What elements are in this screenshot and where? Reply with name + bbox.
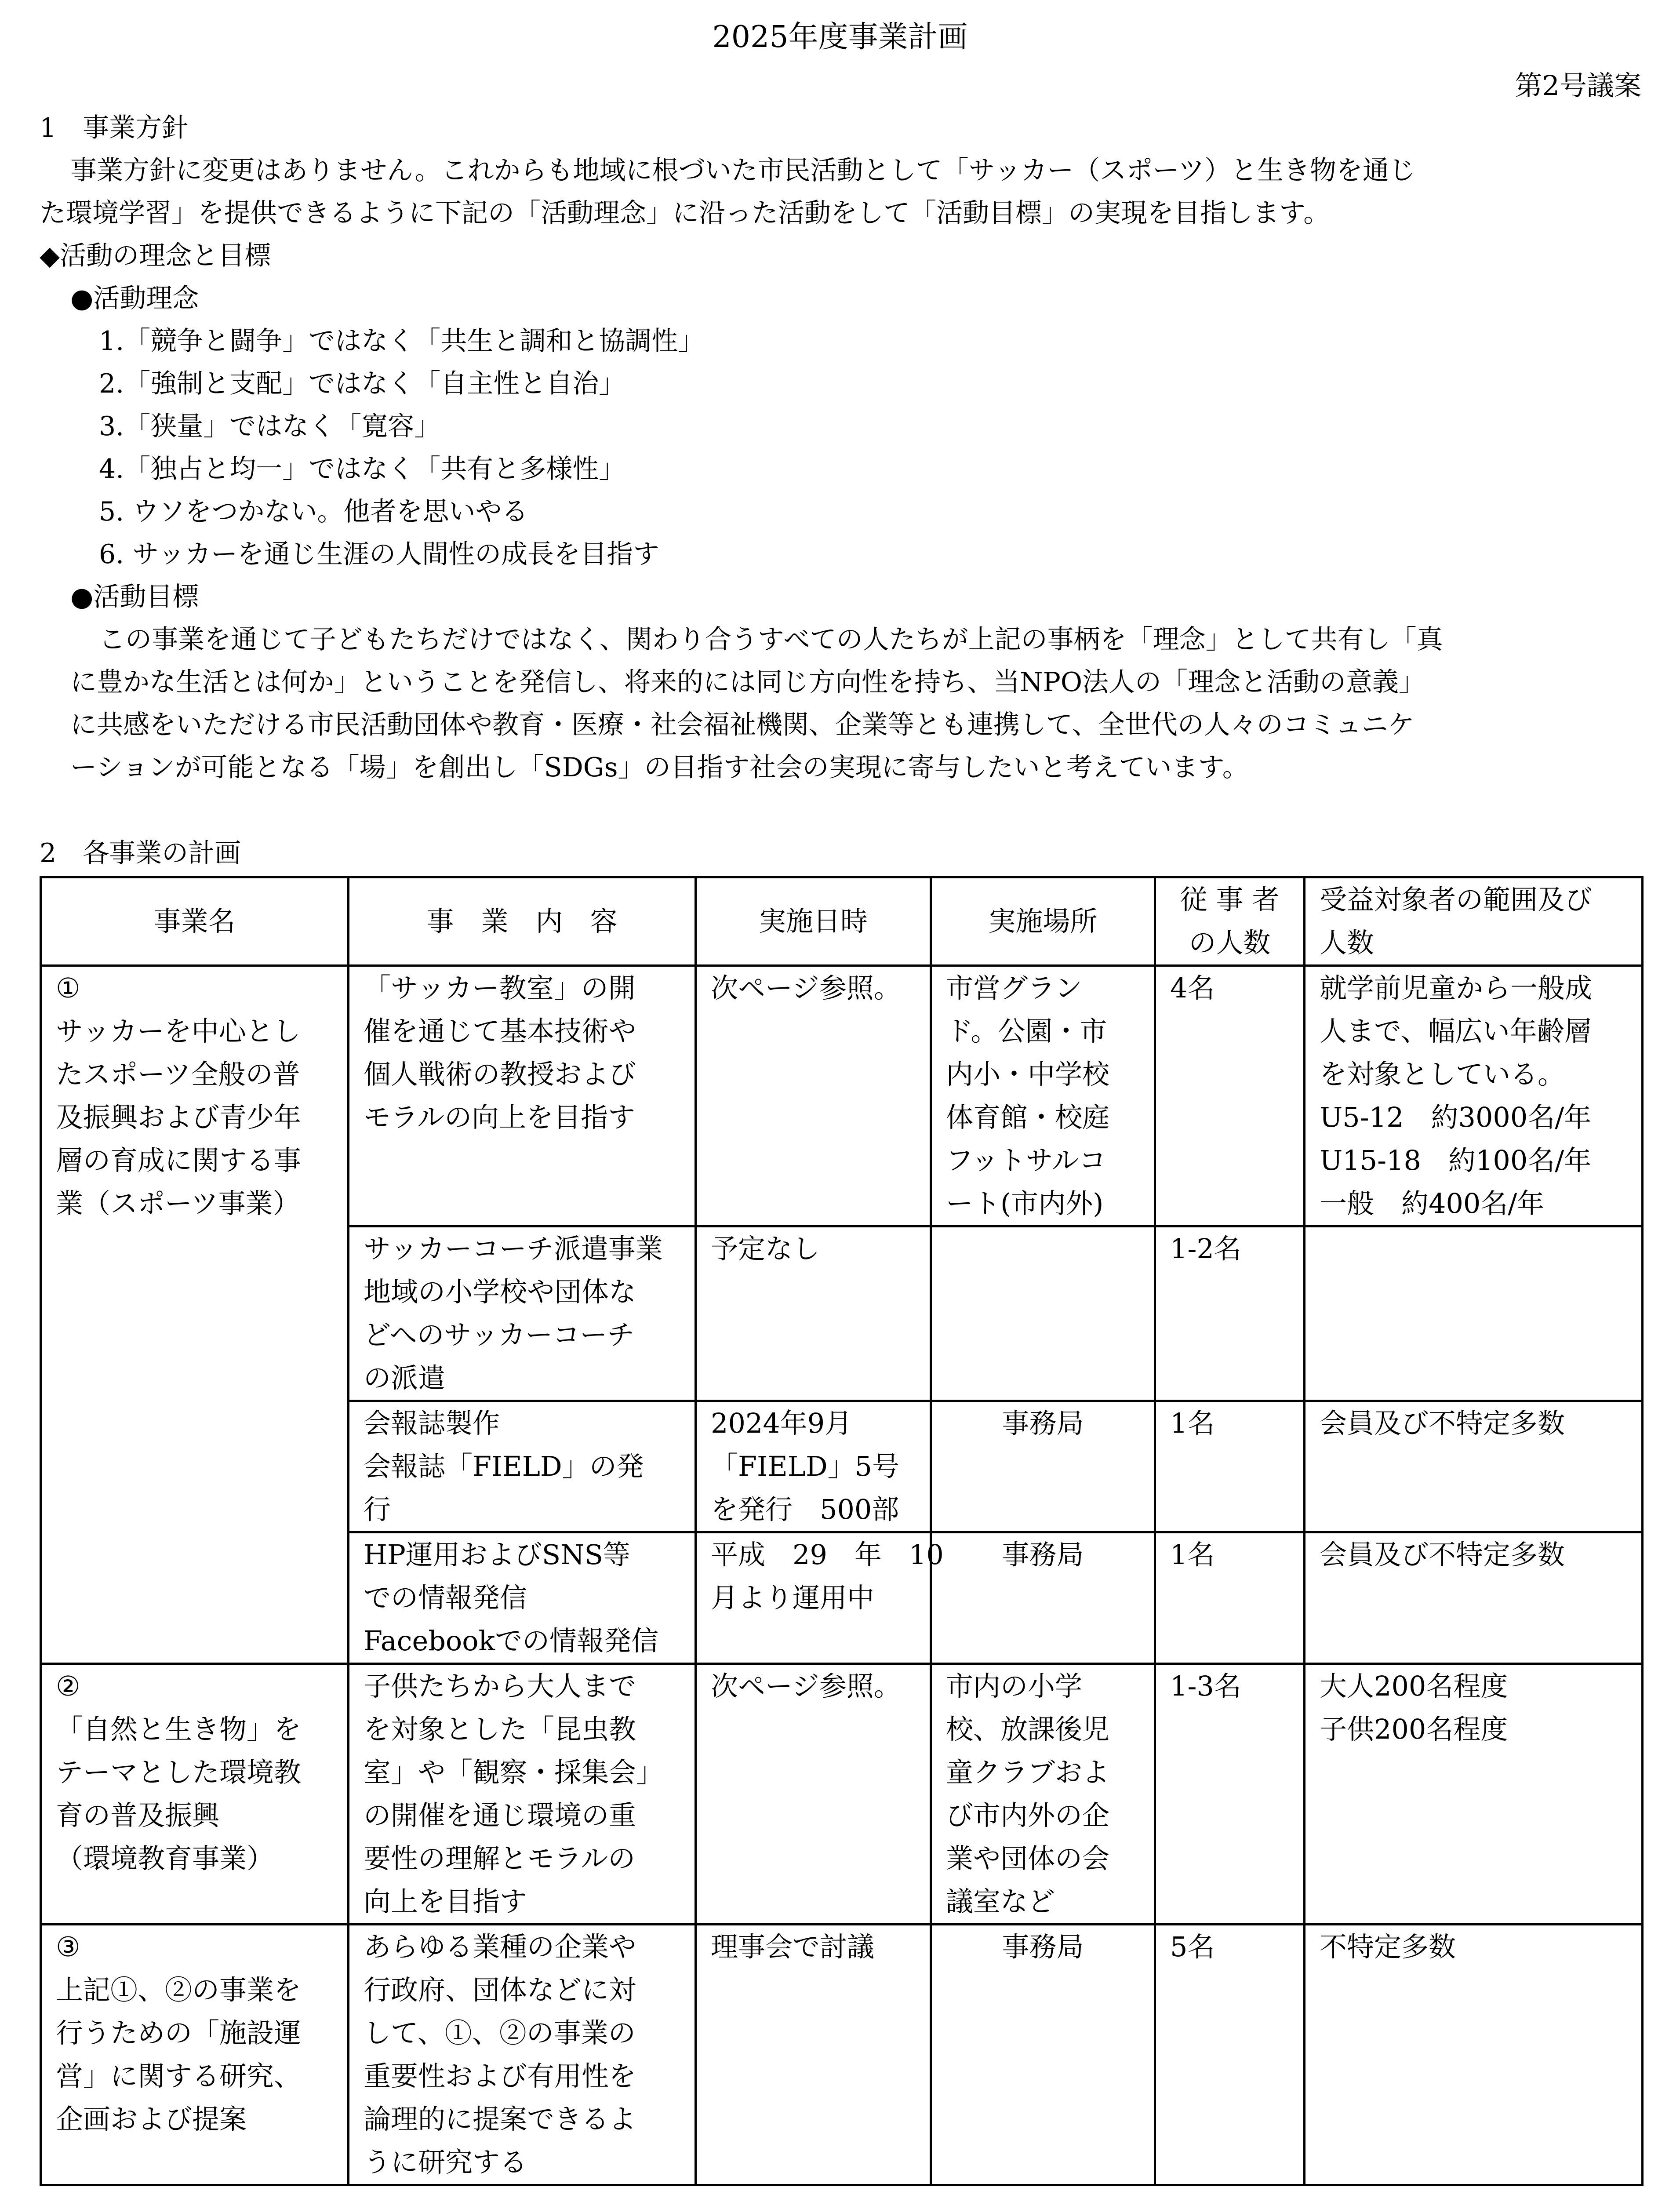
date-cell: 理事会で討議 (696, 1925, 931, 2185)
table-row (41, 1664, 1643, 1925)
header-content: 事 業 内 容 (349, 877, 696, 966)
philosophy-heading: ◆活動の理念と目標 (40, 240, 271, 271)
staff-cell: 1-2名 (1155, 1226, 1305, 1401)
beneficiaries-cell: 就学前児童から一般成 人まで、幅広い年齢層 を対象としている。 U5-12 約3000名/年 U15-18 約100名/年 一般 約400名/年 (1305, 966, 1643, 1226)
content-cell: サッカーコーチ派遣事業 地域の小学校や団体な どへのサッカーコーチ の派遣 (349, 1226, 696, 1401)
place-cell (931, 1226, 1155, 1401)
table-body (41, 966, 1643, 2185)
content-cell: 子供たちから大人まで を対象とした「昆虫教 室」や「観察・採集会」 の開催を通じ環境の重 要性の理解とモラルの 向上を目指す (349, 1664, 696, 1925)
principles-heading: ●活動理念 (70, 283, 199, 314)
place-cell: 市内の小学 校、放課後児 童クラブおよ び市内外の企 業や団体の会 議室など (931, 1664, 1155, 1925)
table-row (41, 1925, 1643, 2185)
date-cell: 平成 29 年 10 月より運用中 (696, 1532, 931, 1664)
project-plan-table (40, 876, 1644, 2186)
goals-line-4: ーションが可能となる「場」を創出し「SDGs」の目指す社会の実現に寄与したいと考えています。 (70, 752, 1249, 783)
principle-item: 4.「独占と均一」ではなく「共有と多様性」 (99, 454, 625, 484)
principle-item: 3.「狭量」ではなく「寛容」 (99, 411, 441, 442)
staff-cell: 1名 (1155, 1532, 1305, 1664)
header-date: 実施日時 (696, 877, 931, 966)
place-cell: 事務局 (931, 1532, 1155, 1664)
staff-cell: 5名 (1155, 1925, 1305, 2185)
date-cell: 2024年9月 「FIELD」5号 を発行 500部 (696, 1401, 931, 1532)
staff-cell: 1名 (1155, 1401, 1305, 1532)
content-cell: 「サッカー教室」の開 催を通じて基本技術や 個人戦術の教授および モラルの向上を目指す (349, 966, 696, 1226)
staff-cell: 1-3名 (1155, 1664, 1305, 1925)
goals-line-2: に豊かな生活とは何か」ということを発信し、将来的には同じ方向性を持ち、当NPO法人の「理念と活動の意義」 (70, 667, 1425, 698)
beneficiaries-cell: 大人200名程度 子供200名程度 (1305, 1664, 1643, 1925)
principle-item: 5. ウソをつかない。他者を思いやる (99, 496, 528, 527)
project-name-cell: ③ 上記①、②の事業を 行うための「施設運 営」に関する研究、 企画および提案 (41, 1925, 349, 2185)
beneficiaries-cell: 会員及び不特定多数 (1305, 1401, 1643, 1532)
project-name-cell: ② 「自然と生き物」を テーマとした環境教 育の普及振興 （環境教育事業） (41, 1664, 349, 1925)
project-name-cell: ① サッカーを中心とし たスポーツ全般の普 及振興および青少年 層の育成に関する事 業（スポーツ事業） (41, 966, 349, 1664)
place-cell: 事務局 (931, 1401, 1155, 1532)
content-cell: 会報誌製作 会報誌「FIELD」の発 行 (349, 1401, 696, 1532)
beneficiaries-cell: 不特定多数 (1305, 1925, 1643, 2185)
header-project-name: 事業名 (41, 877, 349, 966)
section1-heading: 1 事業方針 (40, 113, 189, 143)
header-staff: 従 事 者 の人数 (1155, 877, 1305, 966)
principle-item: 6. サッカーを通じ生涯の人間性の成長を目指す (99, 539, 660, 570)
header-beneficiaries: 受益対象者の範囲及び 人数 (1305, 877, 1643, 966)
content-cell: HP運用およびSNS等 での情報発信 Facebookでの情報発信 (349, 1532, 696, 1664)
goals-heading: ●活動目標 (70, 582, 199, 612)
content-cell: あらゆる業種の企業や 行政府、団体などに対 して、①、②の事業の 重要性および有用性を 論理的に提案できるよ うに研究する (349, 1925, 696, 2185)
principle-item: 2.「強制と支配」ではなく「自主性と自治」 (99, 368, 625, 399)
document-number: 第2号議案 (1515, 69, 1641, 102)
table-header-row (41, 877, 1643, 966)
goals-line-3: に共感をいただける市民活動団体や教育・医療・社会福祉機関、企業等とも連携して、全世代の人々のコミュニケ (70, 710, 1415, 740)
staff-cell: 4名 (1155, 966, 1305, 1226)
intro-line-2: た環境学習」を提供できるように下記の「活動理念」に沿った活動をして「活動目標」の実現を目指します。 (40, 198, 1330, 229)
date-cell: 次ページ参照。 (696, 966, 931, 1226)
intro-line-1: 事業方針に変更はありません。これからも地域に根づいた市民活動として「サッカー（スポーツ）と生き物を通じ (70, 155, 1415, 186)
document-title: 2025年度事業計画 (712, 20, 968, 55)
place-cell: 事務局 (931, 1925, 1155, 2185)
table-row (41, 966, 1643, 1226)
beneficiaries-cell (1305, 1226, 1643, 1401)
date-cell: 予定なし (696, 1226, 931, 1401)
date-cell: 次ページ参照。 (696, 1664, 931, 1925)
principle-item: 1.「競争と闘争」ではなく「共生と調和と協調性」 (99, 326, 705, 357)
section2-heading: 2 各事業の計画 (40, 838, 241, 869)
header-place: 実施場所 (931, 877, 1155, 966)
goals-line-1: この事業を通じて子どもたちだけではなく、関わり合うすべての人たちが上記の事柄を「理念」として共有し「真 (99, 624, 1443, 655)
beneficiaries-cell: 会員及び不特定多数 (1305, 1532, 1643, 1664)
place-cell: 市営グラン ド。公園・市 内小・中学校 体育館・校庭 フットサルコ ート(市内外) (931, 966, 1155, 1226)
